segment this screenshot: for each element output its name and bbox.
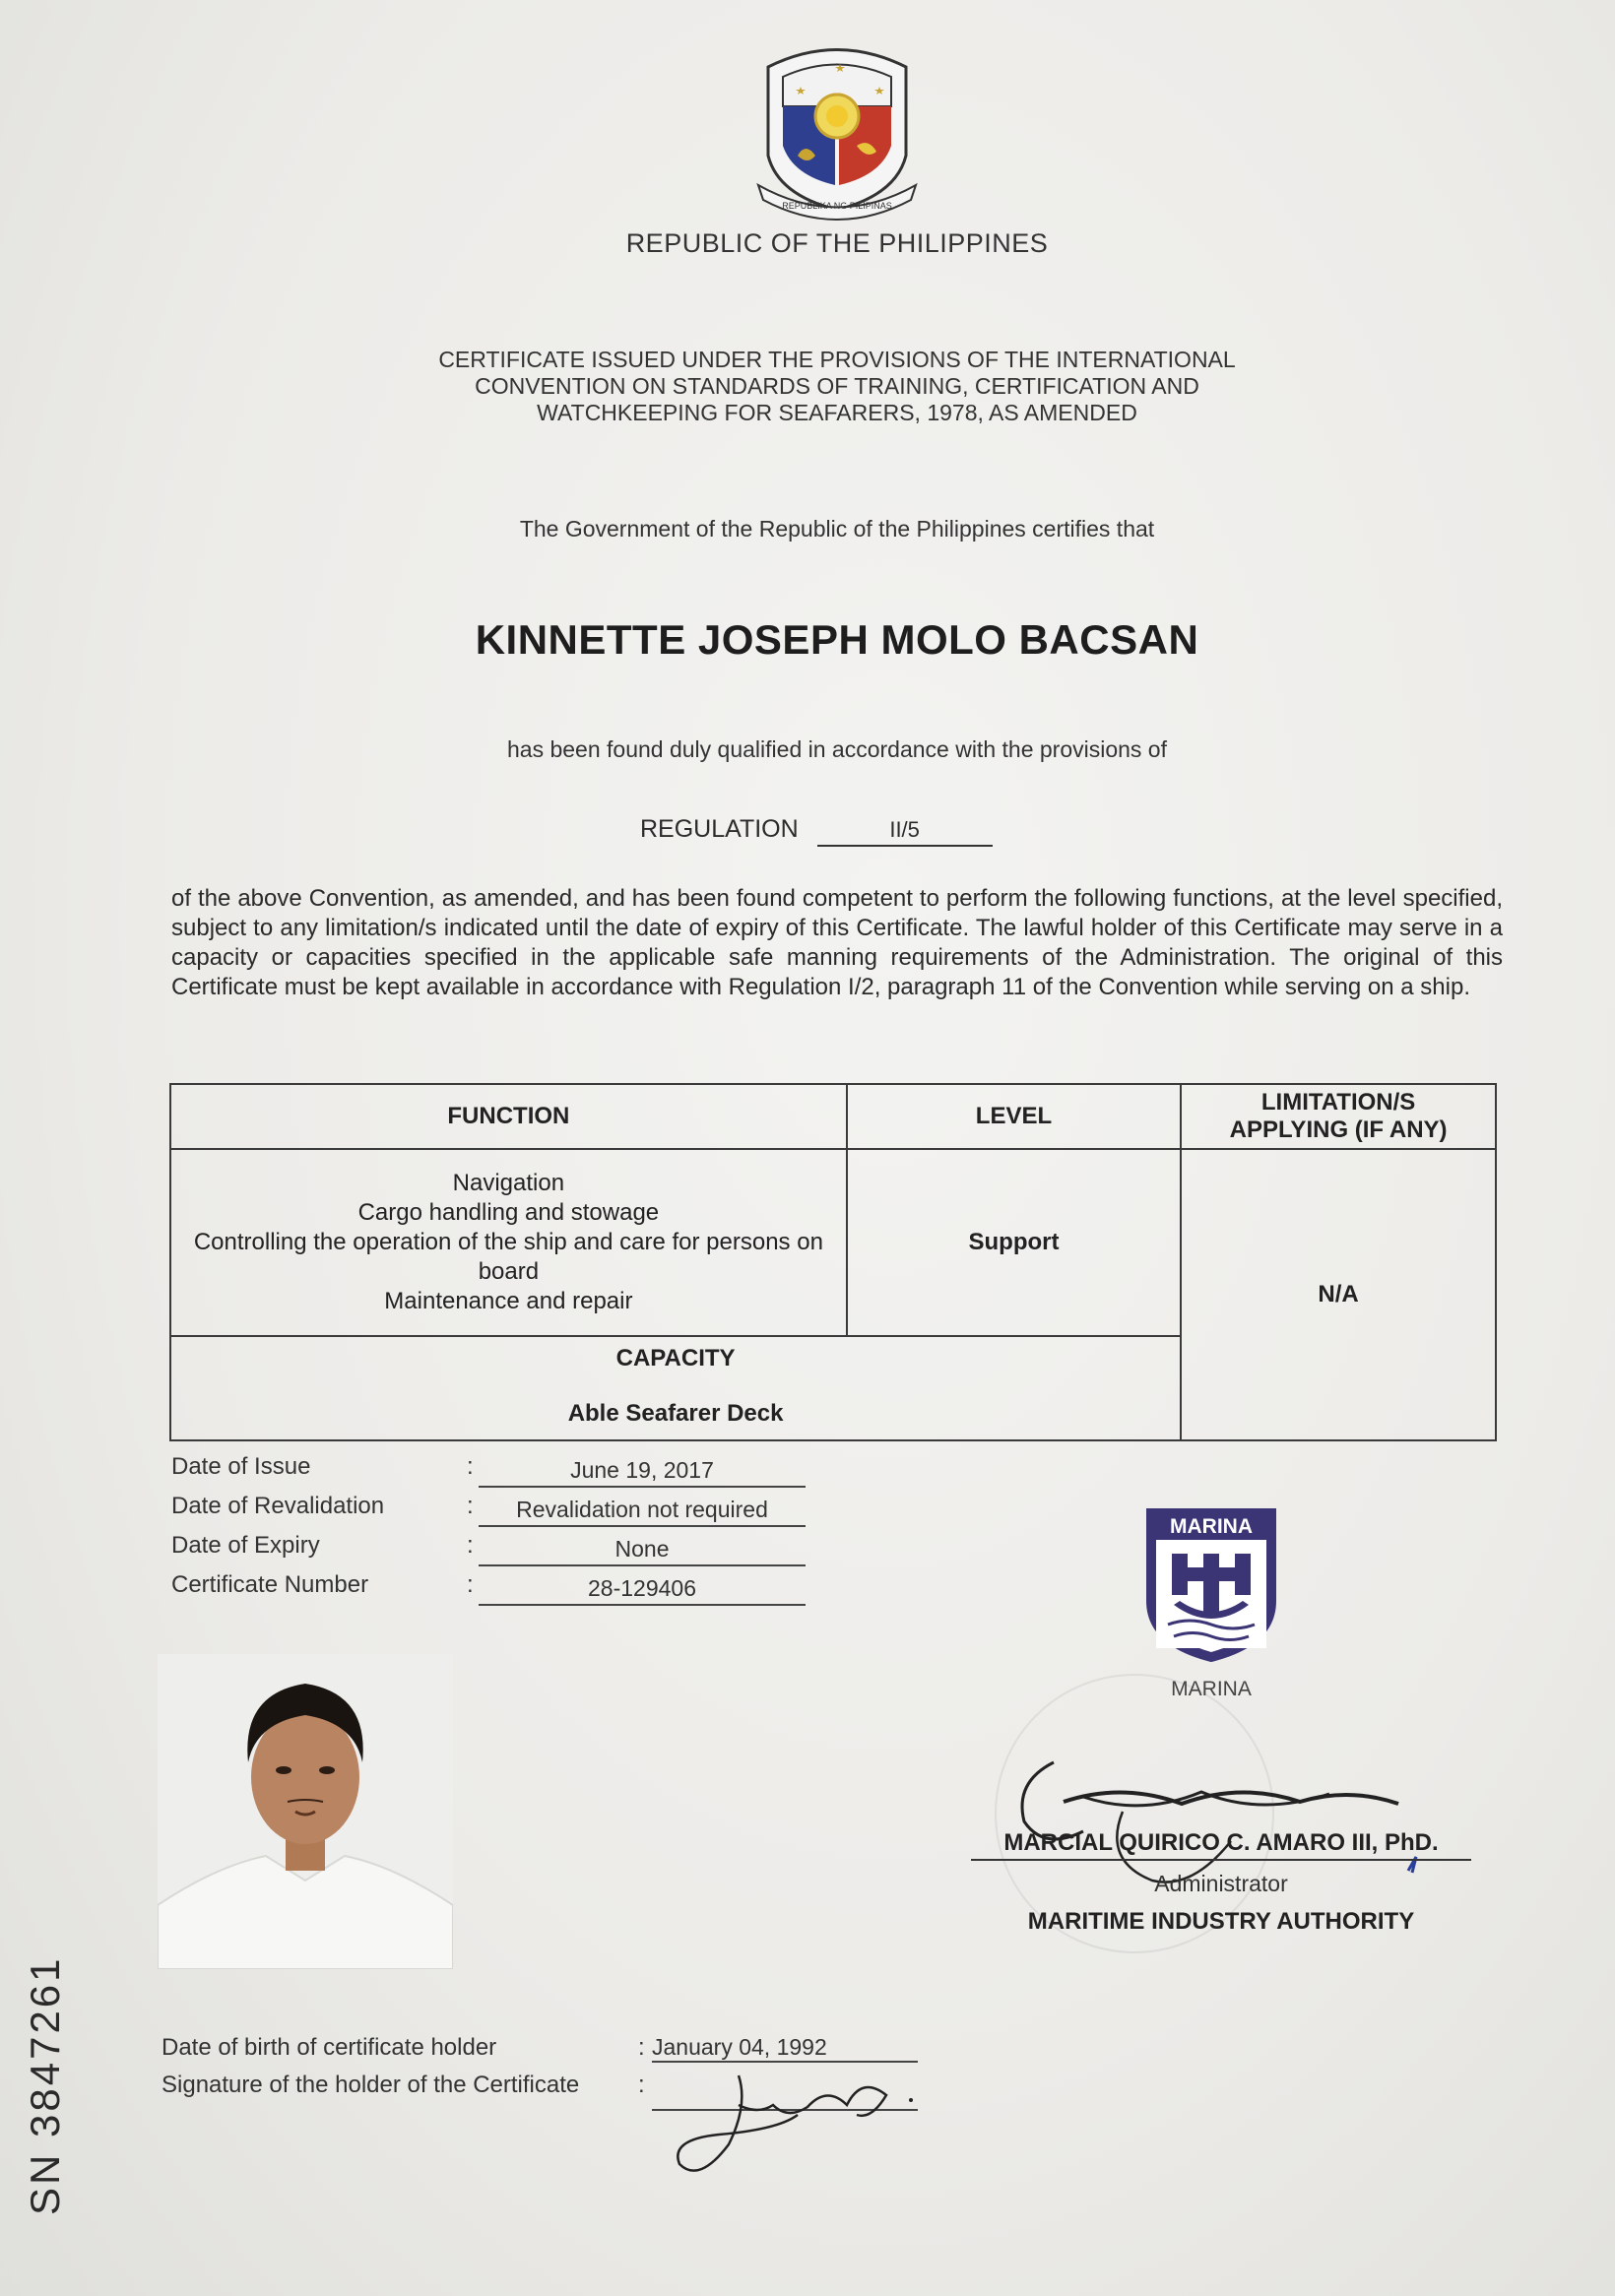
date-value: Revalidation not required bbox=[479, 1497, 806, 1527]
limitation-cell: N/A bbox=[1181, 1149, 1496, 1440]
function-item: Cargo handling and stowage bbox=[357, 1198, 660, 1226]
limitation-header: LIMITATION/S APPLYING (IF ANY) bbox=[1181, 1084, 1496, 1149]
functions-cell bbox=[170, 1149, 847, 1336]
marina-logo-text: MARINA bbox=[1170, 1515, 1253, 1538]
level-header: LEVEL bbox=[847, 1084, 1181, 1149]
date-value: None bbox=[479, 1536, 806, 1566]
convention-heading-line: CONVENTION ON STANDARDS OF TRAINING, CERTIFICATION AND bbox=[475, 373, 1199, 399]
coat-of-arms-seal bbox=[748, 37, 926, 224]
level-cell: Support bbox=[847, 1149, 1181, 1336]
signatory-name: MARCIAL QUIRICO C. AMARO III, PhD. bbox=[971, 1829, 1471, 1861]
date-value: June 19, 2017 bbox=[479, 1457, 806, 1488]
holder-photo bbox=[158, 1654, 453, 1969]
administrator-signature bbox=[1004, 1743, 1418, 1890]
colon: : bbox=[467, 1571, 474, 1598]
colon: : bbox=[467, 1493, 474, 1519]
function-item: Navigation bbox=[452, 1169, 565, 1196]
marina-label: MARINA bbox=[1171, 1678, 1252, 1700]
republic-title: REPUBLIC OF THE PHILIPPINES bbox=[625, 228, 1049, 258]
date-value: 28-129406 bbox=[479, 1575, 806, 1606]
signatory-title: Administrator bbox=[1154, 1871, 1288, 1896]
convention-heading bbox=[374, 347, 1300, 426]
colon: : bbox=[467, 1453, 474, 1480]
regulation-line bbox=[640, 815, 993, 847]
holder-name: KINNETTE JOSEPH MOLO BACSAN bbox=[475, 616, 1199, 663]
colon: : bbox=[467, 1532, 474, 1559]
capacity-value: Able Seafarer Deck bbox=[567, 1399, 784, 1427]
table-row bbox=[170, 1149, 1496, 1336]
date-label: Date of Issue bbox=[171, 1453, 311, 1480]
function-item: Controlling the operation of the ship and care for persons on board bbox=[193, 1228, 823, 1285]
date-label: Date of Expiry bbox=[171, 1532, 320, 1559]
certificate-body-text: of the above Convention, as amended, and has been found competent to perform the following functions, at the level specified, subject to any limitation/s indicated until the date of expiry of this Certificate. The lawful holder of this Certificate may serve in a capacity or capacities specified in the applicable safe manning requirements of the Administration. The original of this Certificate must be kept available in accordance with Regulation I/2, paragraph 11 of the Convention while serving on a ship. bbox=[171, 885, 1503, 1000]
table-header-row bbox=[170, 1084, 1496, 1149]
colon: : bbox=[638, 2034, 645, 2061]
date-label: Date of Revalidation bbox=[171, 1493, 385, 1519]
colon: : bbox=[638, 2072, 645, 2098]
function-item: Maintenance and repair bbox=[384, 1287, 633, 1314]
certifies-text: The Government of the Republic of the Philippines certifies that bbox=[519, 516, 1155, 542]
convention-heading-line: CERTIFICATE ISSUED UNDER THE PROVISIONS OF THE INTERNATIONAL bbox=[438, 347, 1236, 372]
functions-table bbox=[169, 1083, 1497, 1441]
holder-signature-label: Signature of the holder of the Certificate bbox=[162, 2072, 580, 2098]
marina-logo bbox=[1144, 1506, 1278, 1664]
birth-date-label: Date of birth of certificate holder bbox=[162, 2034, 497, 2061]
regulation-value: II/5 bbox=[817, 817, 993, 847]
regulation-label: REGULATION bbox=[640, 815, 799, 843]
birth-date-value: January 04, 1992 bbox=[652, 2034, 918, 2063]
function-header: FUNCTION bbox=[170, 1084, 847, 1149]
seal-text: REPUBLIKA NG PILIPINAS bbox=[782, 201, 892, 211]
date-label: Certificate Number bbox=[171, 1571, 369, 1598]
issuing-authority: MARITIME INDUSTRY AUTHORITY bbox=[1027, 1908, 1415, 1935]
qualified-text: has been found duly qualified in accordance with the provisions of bbox=[507, 736, 1167, 762]
serial-number: SN 3847261 bbox=[22, 1955, 68, 2215]
capacity-cell bbox=[170, 1336, 1181, 1440]
capacity-label: CAPACITY bbox=[615, 1344, 736, 1371]
holder-signature bbox=[660, 2046, 936, 2194]
convention-heading-line: WATCHKEEPING FOR SEAFARERS, 1978, AS AMENDED bbox=[537, 400, 1137, 425]
